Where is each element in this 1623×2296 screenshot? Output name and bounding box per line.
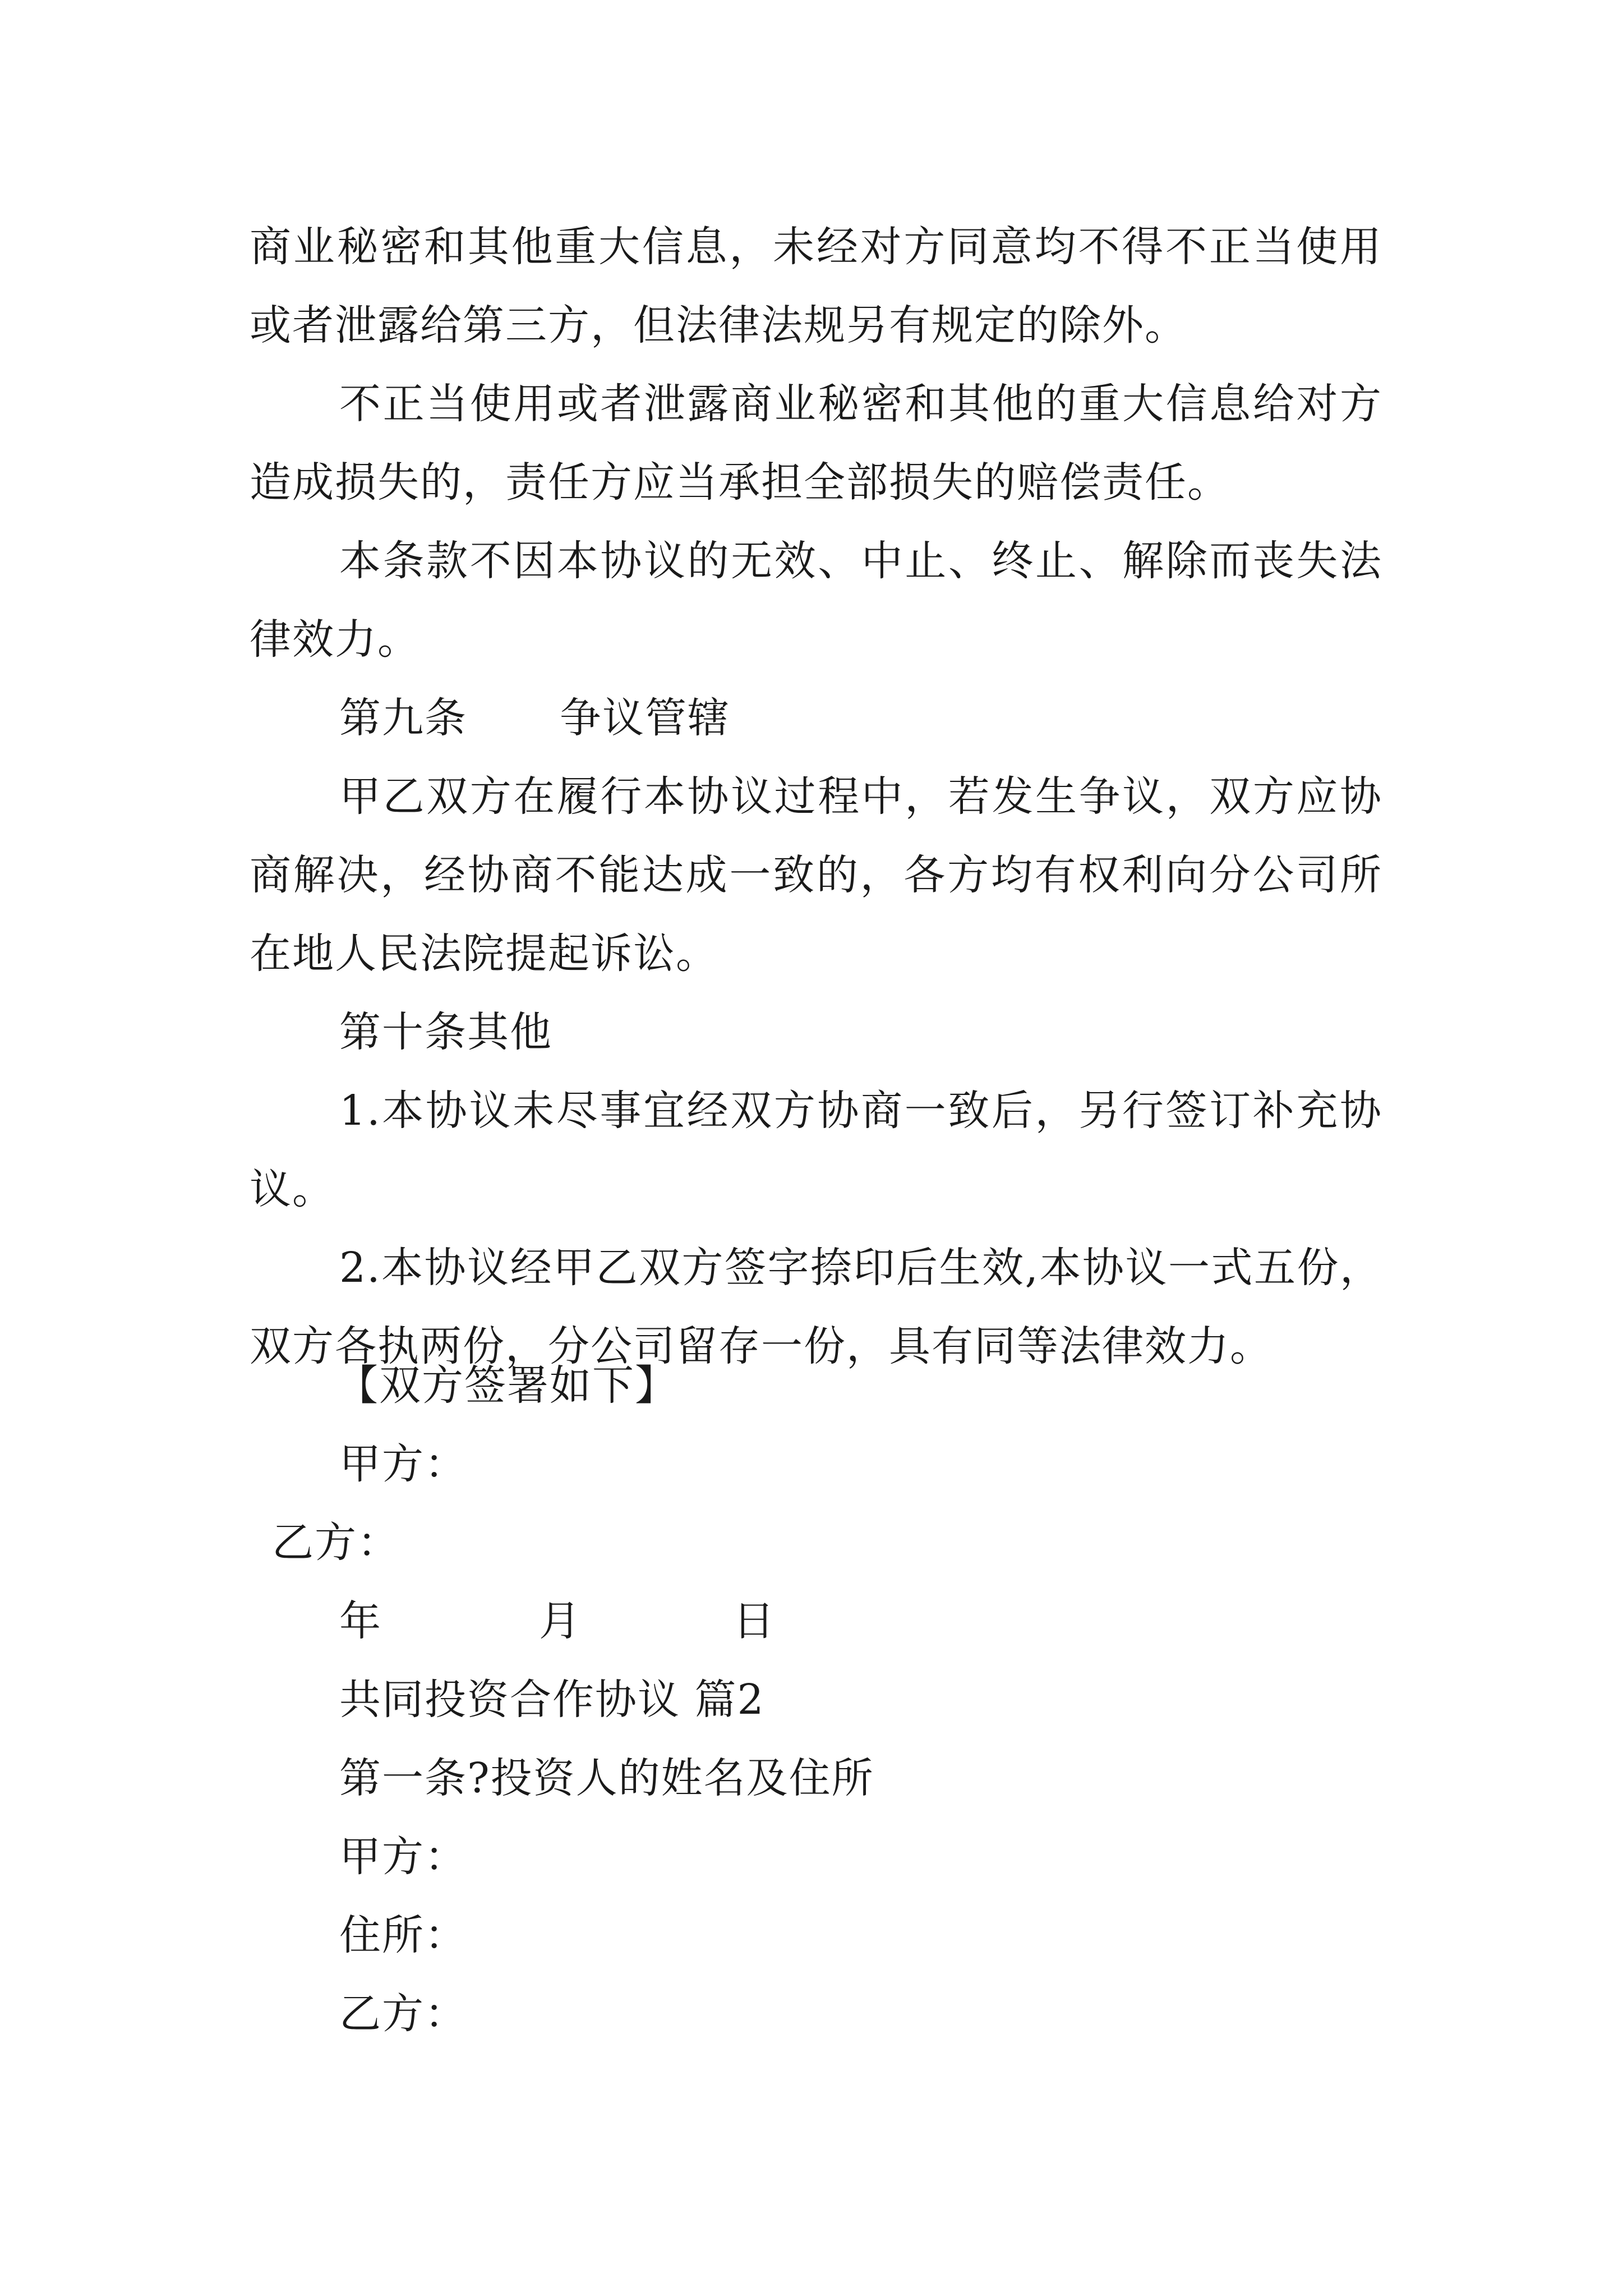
party-a-label-2: 甲方： [339,1833,467,1881]
article-9-title: 争议管辖 [560,694,730,742]
paragraph-liability: 不正当使用或者泄露商业秘密和其他的重大信息给对方造成损失的，责任方应当承担全部损失的赔偿责任。 [250,380,1382,507]
address-label: 住所： [339,1911,467,1959]
paragraph-dispute: 甲乙双方在履行本协议过程中，若发生争议，双方应协商解决，经协商不能达成一致的，各方均有权利向分公司所在地人民法院提起诉讼。 [250,772,1382,978]
date-year: 年 [339,1597,382,1645]
party-b-label-2: 乙方： [339,1990,467,2038]
section-2-title: 共同投资合作协议 篇2 [339,1676,765,1724]
date-day: 日 [733,1597,776,1645]
party-a-label: 甲方： [339,1440,467,1488]
article-1-heading: 第一条?投资人的姓名及住所 [339,1754,874,1802]
paragraph-supplement: 1.本协议未尽事宜经双方协商一致后，另行签订补充协议。 [250,1087,1382,1213]
paragraph-effectiveness: 2.本协议经甲乙双方签字捺印后生效,本协议一式五份，双方各执两份，分公司留存一份，具有同等法律效力。 [250,1244,1382,1370]
article-9-number: 第九条 [339,694,467,742]
signature-date [339,1582,776,1660]
date-month: 月 [539,1597,582,1645]
party-b-label: 乙方： [272,1519,400,1567]
paragraph-validity: 本条款不因本协议的无效、中止、终止、解除而丧失法律效力。 [250,537,1382,664]
article-10-heading: 第十条其他 [339,1008,552,1056]
signature-heading: 【双方签署如下】 [336,1361,677,1410]
article-9-heading [339,679,730,757]
paragraph-confidentiality: 商业秘密和其他重大信息，未经对方同意均不得不正当使用或者泄露给第三方，但法律法规另有规定的除外。 [250,223,1382,349]
